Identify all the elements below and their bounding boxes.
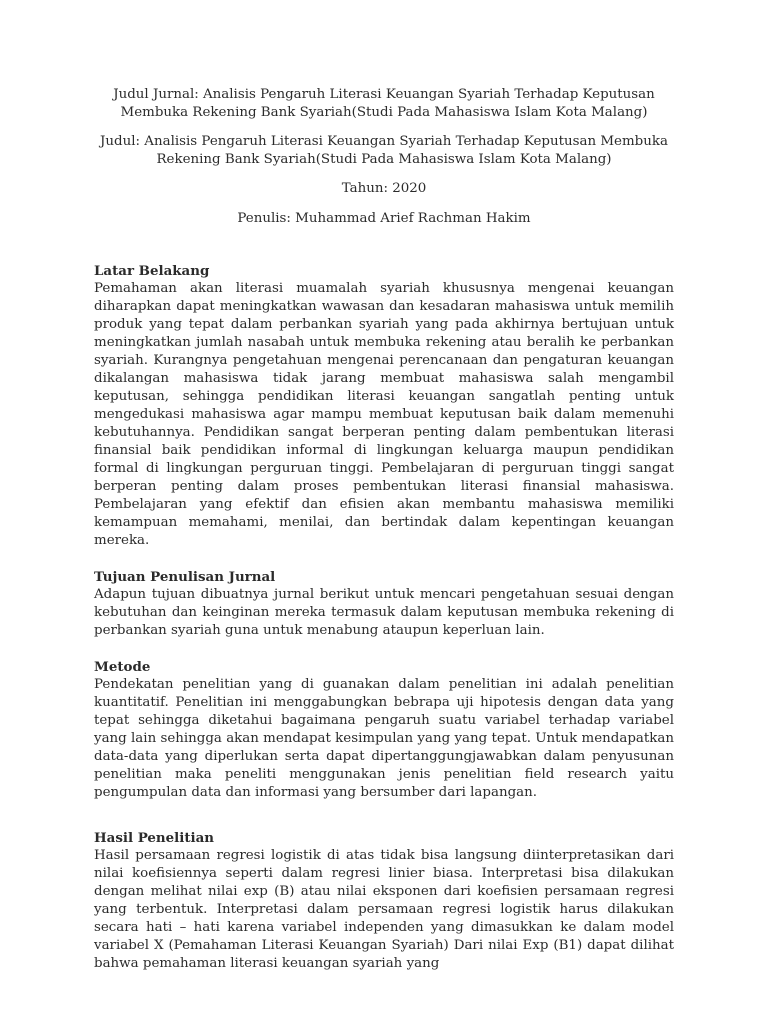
- paper-title: Judul: Analisis Pengaruh Literasi Keuangan Syariah Terhadap Keputusan Membuka Rekening Bank Syariah(Studi Pada Mahasiswa Islam Kota Malang): [100, 134, 668, 167]
- section-heading: Metode: [94, 659, 151, 675]
- document-page: [94, 86, 674, 973]
- journal-title: Judul Jurnal: Analisis Pengaruh Literasi Keuangan Syariah Terhadap Keputusan Membuka Rekening Bank Syariah(Studi Pada Mahasiswa Islam Kota Malang): [113, 87, 655, 120]
- author-line: Penulis: Muhammad Arief Rachman Hakim: [237, 211, 531, 226]
- section-body: Hasil persamaan regresi logistik di atas tidak bisa langsung diinterpretasikan dari nilai koefisiennya seperti dalam regresi linier biasa. Interpretasi bisa dilakukan dengan melihat nilai exp (B) atau nilai eksponen dari koefisien persamaan regresi yang terbentuk. Interpretasi dalam persamaan regresi logistik harus dilakukan secara hati – hati karena variabel independen yang dimasukkan ke dalam model variabel X (Pemahaman Literasi Keuangan Syariah) Dari nilai Exp (B1) dapat dilihat bahwa pemahaman literasi keuangan syariah yang: [94, 848, 674, 971]
- section-heading: Hasil Penelitian: [94, 830, 215, 846]
- section-heading: Tujuan Penulisan Jurnal: [94, 569, 276, 585]
- section-body: Adapun tujuan dibuatnya jurnal berikut untuk mencari pengetahuan sesuai dengan kebutuhan dan keinginan mereka termasuk dalam keputusan membuka rekening di perbankan syariah guna untuk menabung ataupun keperluan lain.: [94, 587, 674, 638]
- publication-year: Tahun: 2020: [341, 181, 427, 196]
- title-block: [94, 86, 674, 228]
- section-latar-belakang: [94, 262, 674, 550]
- section-metode: [94, 658, 674, 802]
- section-tujuan-penulisan: [94, 568, 674, 640]
- section-hasil-penelitian: [94, 829, 674, 973]
- section-body: Pemahaman akan literasi muamalah syariah khususnya mengenai keuangan diharapkan dapat meningkatkan wawasan dan kesadaran mahasiswa untuk memilih produk yang tepat dalam perbankan syariah yang pada akhirnya bertujuan untuk meningkatkan jumlah nasabah untuk membuka rekening atau beralih ke perbankan syariah. Kurangnya pengetahuan mengenai perencanaan dan pengaturan keuangan dikalangan mahasiswa tidak jarang membuat mahasiswa salah mengambil keputusan, sehingga pendidikan literasi keuangan sangatlah penting untuk mengedukasi mahasiswa agar mampu membuat keputusan baik dalam memenuhi kebutuhannya. Pendidikan sangat berperan penting dalam pembentukan literasi finansial baik pendidikan informal di lingkungan keluarga maupun pendidikan formal di lingkungan perguruan tinggi. Pembelajaran di perguruan tinggi sangat berperan penting dalam proses pembentukan literasi finansial mahasiswa. Pembelajaran yang efektif dan efisien akan membantu mahasiswa memiliki kemampuan memahami, menilai, dan bertindak dalam kepentingan keuangan mereka.: [94, 281, 674, 548]
- section-body: Pendekatan penelitian yang di guanakan dalam penelitian ini adalah penelitian kuantitatif. Penelitian ini menggabungkan bebrapa uji hipotesis dengan data yang tepat sehingga diketahui bagaimana pengaruh suatu variabel terhadap variabel yang lain sehingga akan mendapat kesimpulan yang yang tepat. Untuk mendapatkan data-data yang diperlukan serta dapat dipertanggungjawabkan dalam penyusunan penelitian maka peneliti menggunakan jenis penelitian field research yaitu pengumpulan data dan informasi yang bersumber dari lapangan.: [94, 677, 674, 800]
- section-heading: Latar Belakang: [94, 263, 210, 279]
